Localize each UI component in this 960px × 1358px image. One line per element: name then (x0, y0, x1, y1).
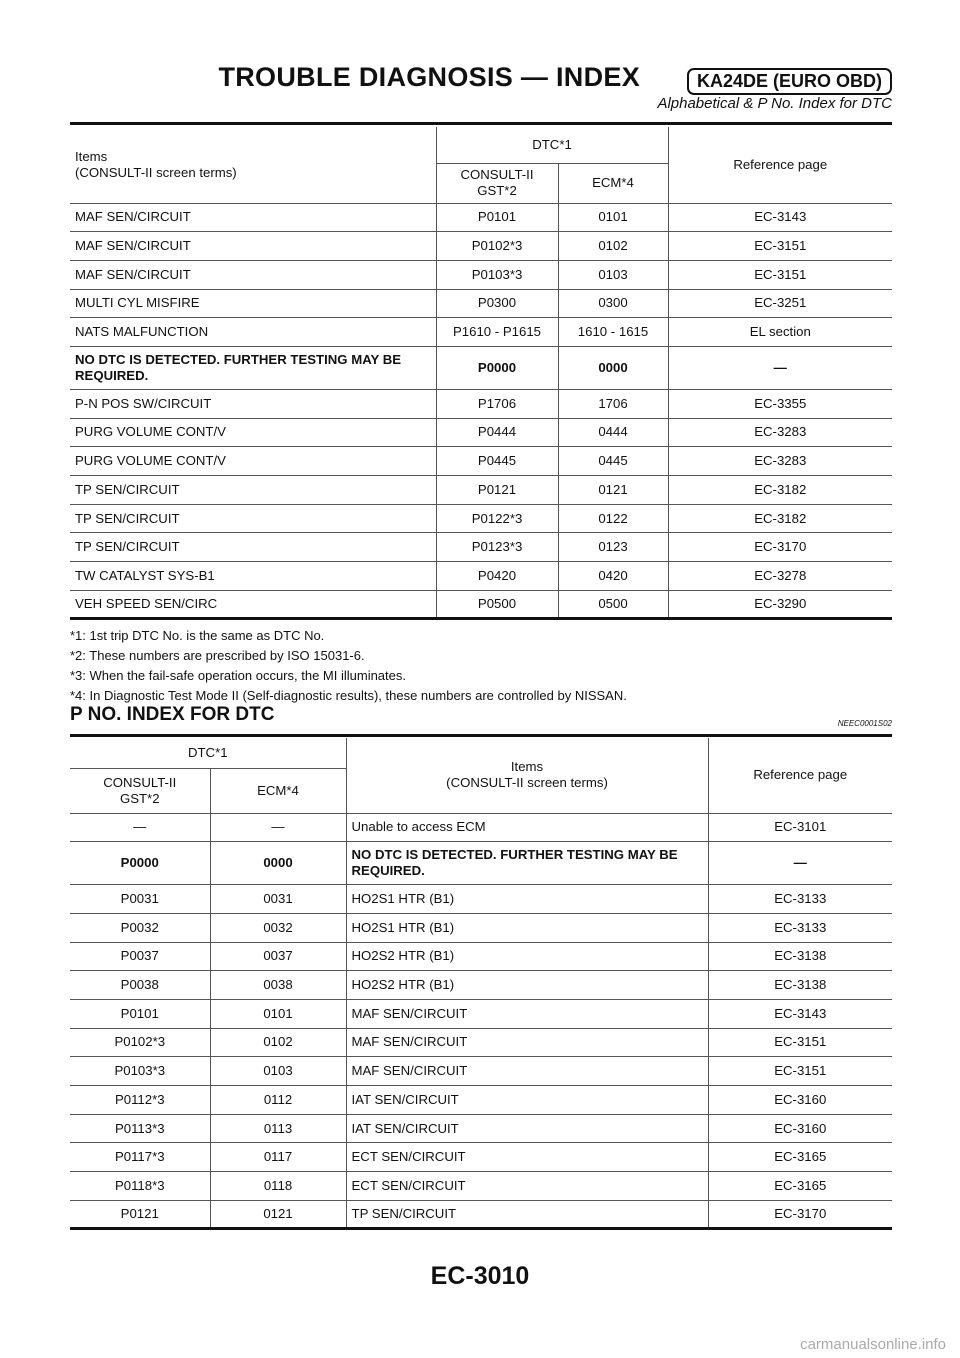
item-cell: NO DTC IS DETECTED. FURTHER TESTING MAY BE REQUIRED. (70, 346, 436, 389)
ecm-cell: 0113 (210, 1114, 346, 1143)
page-header (70, 60, 892, 116)
reference-cell: EC-3283 (668, 447, 892, 476)
item-cell: MAF SEN/CIRCUIT (346, 1057, 708, 1086)
section-code: NEEC0001S02 (837, 719, 892, 728)
table-row (70, 913, 892, 942)
header-reference-page: Reference page (708, 738, 892, 813)
reference-cell: EC-3160 (708, 1086, 892, 1115)
ecm-cell: 0118 (210, 1172, 346, 1201)
table-row (70, 1086, 892, 1115)
consult-cell: P0102*3 (70, 1028, 210, 1057)
item-cell: MAF SEN/CIRCUIT (70, 260, 436, 289)
reference-cell: EC-3165 (708, 1143, 892, 1172)
header-rule (70, 122, 892, 125)
header-items: Items (CONSULT-II screen terms) (346, 738, 708, 813)
item-cell: IAT SEN/CIRCUIT (346, 1086, 708, 1115)
item-cell: NATS MALFUNCTION (70, 318, 436, 347)
ecm-cell: 0101 (210, 999, 346, 1028)
item-cell: NO DTC IS DETECTED. FURTHER TESTING MAY BE REQUIRED. (346, 842, 708, 885)
reference-cell: EC-3151 (708, 1057, 892, 1086)
reference-cell: EC-3182 (668, 504, 892, 533)
ecm-cell: 0117 (210, 1143, 346, 1172)
item-cell: TP SEN/CIRCUIT (70, 504, 436, 533)
ecm-cell: 0300 (558, 289, 668, 318)
reference-cell: EC-3151 (668, 232, 892, 261)
reference-cell: — (668, 346, 892, 389)
ecm-cell: 0101 (558, 203, 668, 232)
item-cell: ECT SEN/CIRCUIT (346, 1143, 708, 1172)
ecm-cell: 0037 (210, 942, 346, 971)
consult-cell: P0000 (70, 842, 210, 885)
reference-cell: EC-3151 (708, 1028, 892, 1057)
table-row (70, 232, 892, 261)
footnote: *1: 1st trip DTC No. is the same as DTC No. (70, 628, 325, 643)
table-row (70, 971, 892, 1000)
ecm-cell: 0112 (210, 1086, 346, 1115)
item-cell: MAF SEN/CIRCUIT (70, 203, 436, 232)
footnotes (70, 626, 900, 706)
table-row (70, 1028, 892, 1057)
reference-cell: EC-3283 (668, 418, 892, 447)
page-number: EC-3010 (430, 1262, 530, 1290)
ecm-cell: 0103 (210, 1057, 346, 1086)
watermark: carmanualsonline.info (800, 1336, 946, 1353)
reference-cell: EC-3251 (668, 289, 892, 318)
table-row (70, 942, 892, 971)
table-row (70, 1143, 892, 1172)
ecm-cell: 0000 (558, 346, 668, 389)
consult-cell: P0444 (436, 418, 558, 447)
table-row (70, 1114, 892, 1143)
header-items: Items (CONSULT-II screen terms) (70, 127, 436, 203)
ecm-cell: 0121 (558, 476, 668, 505)
reference-cell: EC-3143 (708, 999, 892, 1028)
consult-cell: P0038 (70, 971, 210, 1000)
footnote: *2: These numbers are prescribed by ISO 15031-6. (70, 648, 365, 663)
ecm-cell: 0103 (558, 260, 668, 289)
table-row (70, 504, 892, 533)
reference-cell: EC-3138 (708, 942, 892, 971)
consult-cell: P0113*3 (70, 1114, 210, 1143)
item-cell: Unable to access ECM (346, 813, 708, 842)
section-title: P NO. INDEX FOR DTC (70, 704, 275, 725)
consult-cell: P0103*3 (436, 260, 558, 289)
header-dtc: DTC*1 (70, 738, 346, 768)
consult-cell: P0121 (436, 476, 558, 505)
item-cell: PURG VOLUME CONT/V (70, 447, 436, 476)
reference-cell: EC-3138 (708, 971, 892, 1000)
reference-cell: EC-3101 (708, 813, 892, 842)
item-cell: MULTI CYL MISFIRE (70, 289, 436, 318)
table-row (70, 813, 892, 842)
page-subtitle: Alphabetical & P No. Index for DTC (657, 95, 892, 112)
engine-badge: KA24DE (EURO OBD) (687, 68, 892, 95)
table-row (70, 289, 892, 318)
consult-cell: P0300 (436, 289, 558, 318)
reference-cell: EC-3355 (668, 389, 892, 418)
consult-cell: — (70, 813, 210, 842)
reference-cell: EC-3151 (668, 260, 892, 289)
ecm-cell: 1610 - 1615 (558, 318, 668, 347)
consult-cell: P1706 (436, 389, 558, 418)
ecm-cell: 0420 (558, 562, 668, 591)
item-cell: ECT SEN/CIRCUIT (346, 1172, 708, 1201)
footnote: *3: When the fail-safe operation occurs, the MI illuminates. (70, 668, 406, 683)
ecm-cell: 0102 (210, 1028, 346, 1057)
table-header-row (70, 738, 892, 768)
table-row (70, 842, 892, 885)
consult-cell: P0445 (436, 447, 558, 476)
consult-cell: P0122*3 (436, 504, 558, 533)
table-row (70, 1172, 892, 1201)
ecm-cell: 1706 (558, 389, 668, 418)
ecm-cell: 0038 (210, 971, 346, 1000)
table-row (70, 562, 892, 591)
header-consult-gst: CONSULT-II GST*2 (70, 768, 210, 813)
item-cell: MAF SEN/CIRCUIT (346, 1028, 708, 1057)
header-consult-gst: CONSULT-II GST*2 (436, 163, 558, 203)
table-row (70, 999, 892, 1028)
consult-cell: P0032 (70, 913, 210, 942)
table-row (70, 318, 892, 347)
consult-cell: P0101 (436, 203, 558, 232)
consult-cell: P0420 (436, 562, 558, 591)
consult-cell: P0103*3 (70, 1057, 210, 1086)
table-row (70, 590, 892, 619)
header-ecm: ECM*4 (558, 163, 668, 203)
table-row (70, 885, 892, 914)
reference-cell: EC-3170 (668, 533, 892, 562)
footnote: *4: In Diagnostic Test Mode II (Self-diagnostic results), these numbers are controlled by NISSAN. (70, 688, 627, 703)
item-cell: P-N POS SW/CIRCUIT (70, 389, 436, 418)
item-cell: VEH SPEED SEN/CIRC (70, 590, 436, 619)
item-cell: TW CATALYST SYS-B1 (70, 562, 436, 591)
item-cell: HO2S1 HTR (B1) (346, 885, 708, 914)
table-row (70, 260, 892, 289)
reference-cell: EC-3143 (668, 203, 892, 232)
consult-cell: P0500 (436, 590, 558, 619)
item-cell: HO2S1 HTR (B1) (346, 913, 708, 942)
table-row (70, 447, 892, 476)
table-row (70, 1057, 892, 1086)
consult-cell: P0118*3 (70, 1172, 210, 1201)
ecm-cell: 0031 (210, 885, 346, 914)
ecm-cell: 0000 (210, 842, 346, 885)
reference-cell: EC-3278 (668, 562, 892, 591)
table-row (70, 1200, 892, 1229)
item-cell: HO2S2 HTR (B1) (346, 971, 708, 1000)
item-cell: TP SEN/CIRCUIT (70, 533, 436, 562)
ecm-cell: 0102 (558, 232, 668, 261)
table-row (70, 533, 892, 562)
section-rule (70, 734, 892, 737)
reference-cell: EC-3290 (668, 590, 892, 619)
reference-cell: EC-3160 (708, 1114, 892, 1143)
consult-cell: P0121 (70, 1200, 210, 1229)
table-row (70, 346, 892, 389)
item-cell: IAT SEN/CIRCUIT (346, 1114, 708, 1143)
ecm-cell: 0500 (558, 590, 668, 619)
reference-cell: EC-3182 (668, 476, 892, 505)
table-header-row (70, 127, 892, 163)
item-cell: MAF SEN/CIRCUIT (346, 999, 708, 1028)
reference-cell: EL section (668, 318, 892, 347)
table-row (70, 476, 892, 505)
ecm-cell: 0444 (558, 418, 668, 447)
consult-cell: P0112*3 (70, 1086, 210, 1115)
header-reference-page: Reference page (668, 127, 892, 203)
table-row (70, 418, 892, 447)
header-dtc: DTC*1 (436, 127, 668, 163)
ecm-cell: 0445 (558, 447, 668, 476)
consult-cell: P1610 - P1615 (436, 318, 558, 347)
consult-cell: P0123*3 (436, 533, 558, 562)
p-number-index-table (70, 738, 892, 1230)
consult-cell: P0101 (70, 999, 210, 1028)
reference-cell: EC-3133 (708, 885, 892, 914)
reference-cell: EC-3133 (708, 913, 892, 942)
consult-cell: P0031 (70, 885, 210, 914)
consult-cell: P0117*3 (70, 1143, 210, 1172)
page-title: TROUBLE DIAGNOSIS — INDEX (218, 62, 640, 92)
alphabetical-index-table (70, 127, 892, 620)
item-cell: MAF SEN/CIRCUIT (70, 232, 436, 261)
ecm-cell: 0123 (558, 533, 668, 562)
table-row (70, 203, 892, 232)
table-row (70, 389, 892, 418)
item-cell: TP SEN/CIRCUIT (70, 476, 436, 505)
item-cell: PURG VOLUME CONT/V (70, 418, 436, 447)
ecm-cell: 0122 (558, 504, 668, 533)
item-cell: TP SEN/CIRCUIT (346, 1200, 708, 1229)
reference-cell: EC-3165 (708, 1172, 892, 1201)
ecm-cell: 0032 (210, 913, 346, 942)
consult-cell: P0000 (436, 346, 558, 389)
consult-cell: P0102*3 (436, 232, 558, 261)
reference-cell: EC-3170 (708, 1200, 892, 1229)
ecm-cell: 0121 (210, 1200, 346, 1229)
item-cell: HO2S2 HTR (B1) (346, 942, 708, 971)
consult-cell: P0037 (70, 942, 210, 971)
header-ecm: ECM*4 (210, 768, 346, 813)
ecm-cell: — (210, 813, 346, 842)
reference-cell: — (708, 842, 892, 885)
